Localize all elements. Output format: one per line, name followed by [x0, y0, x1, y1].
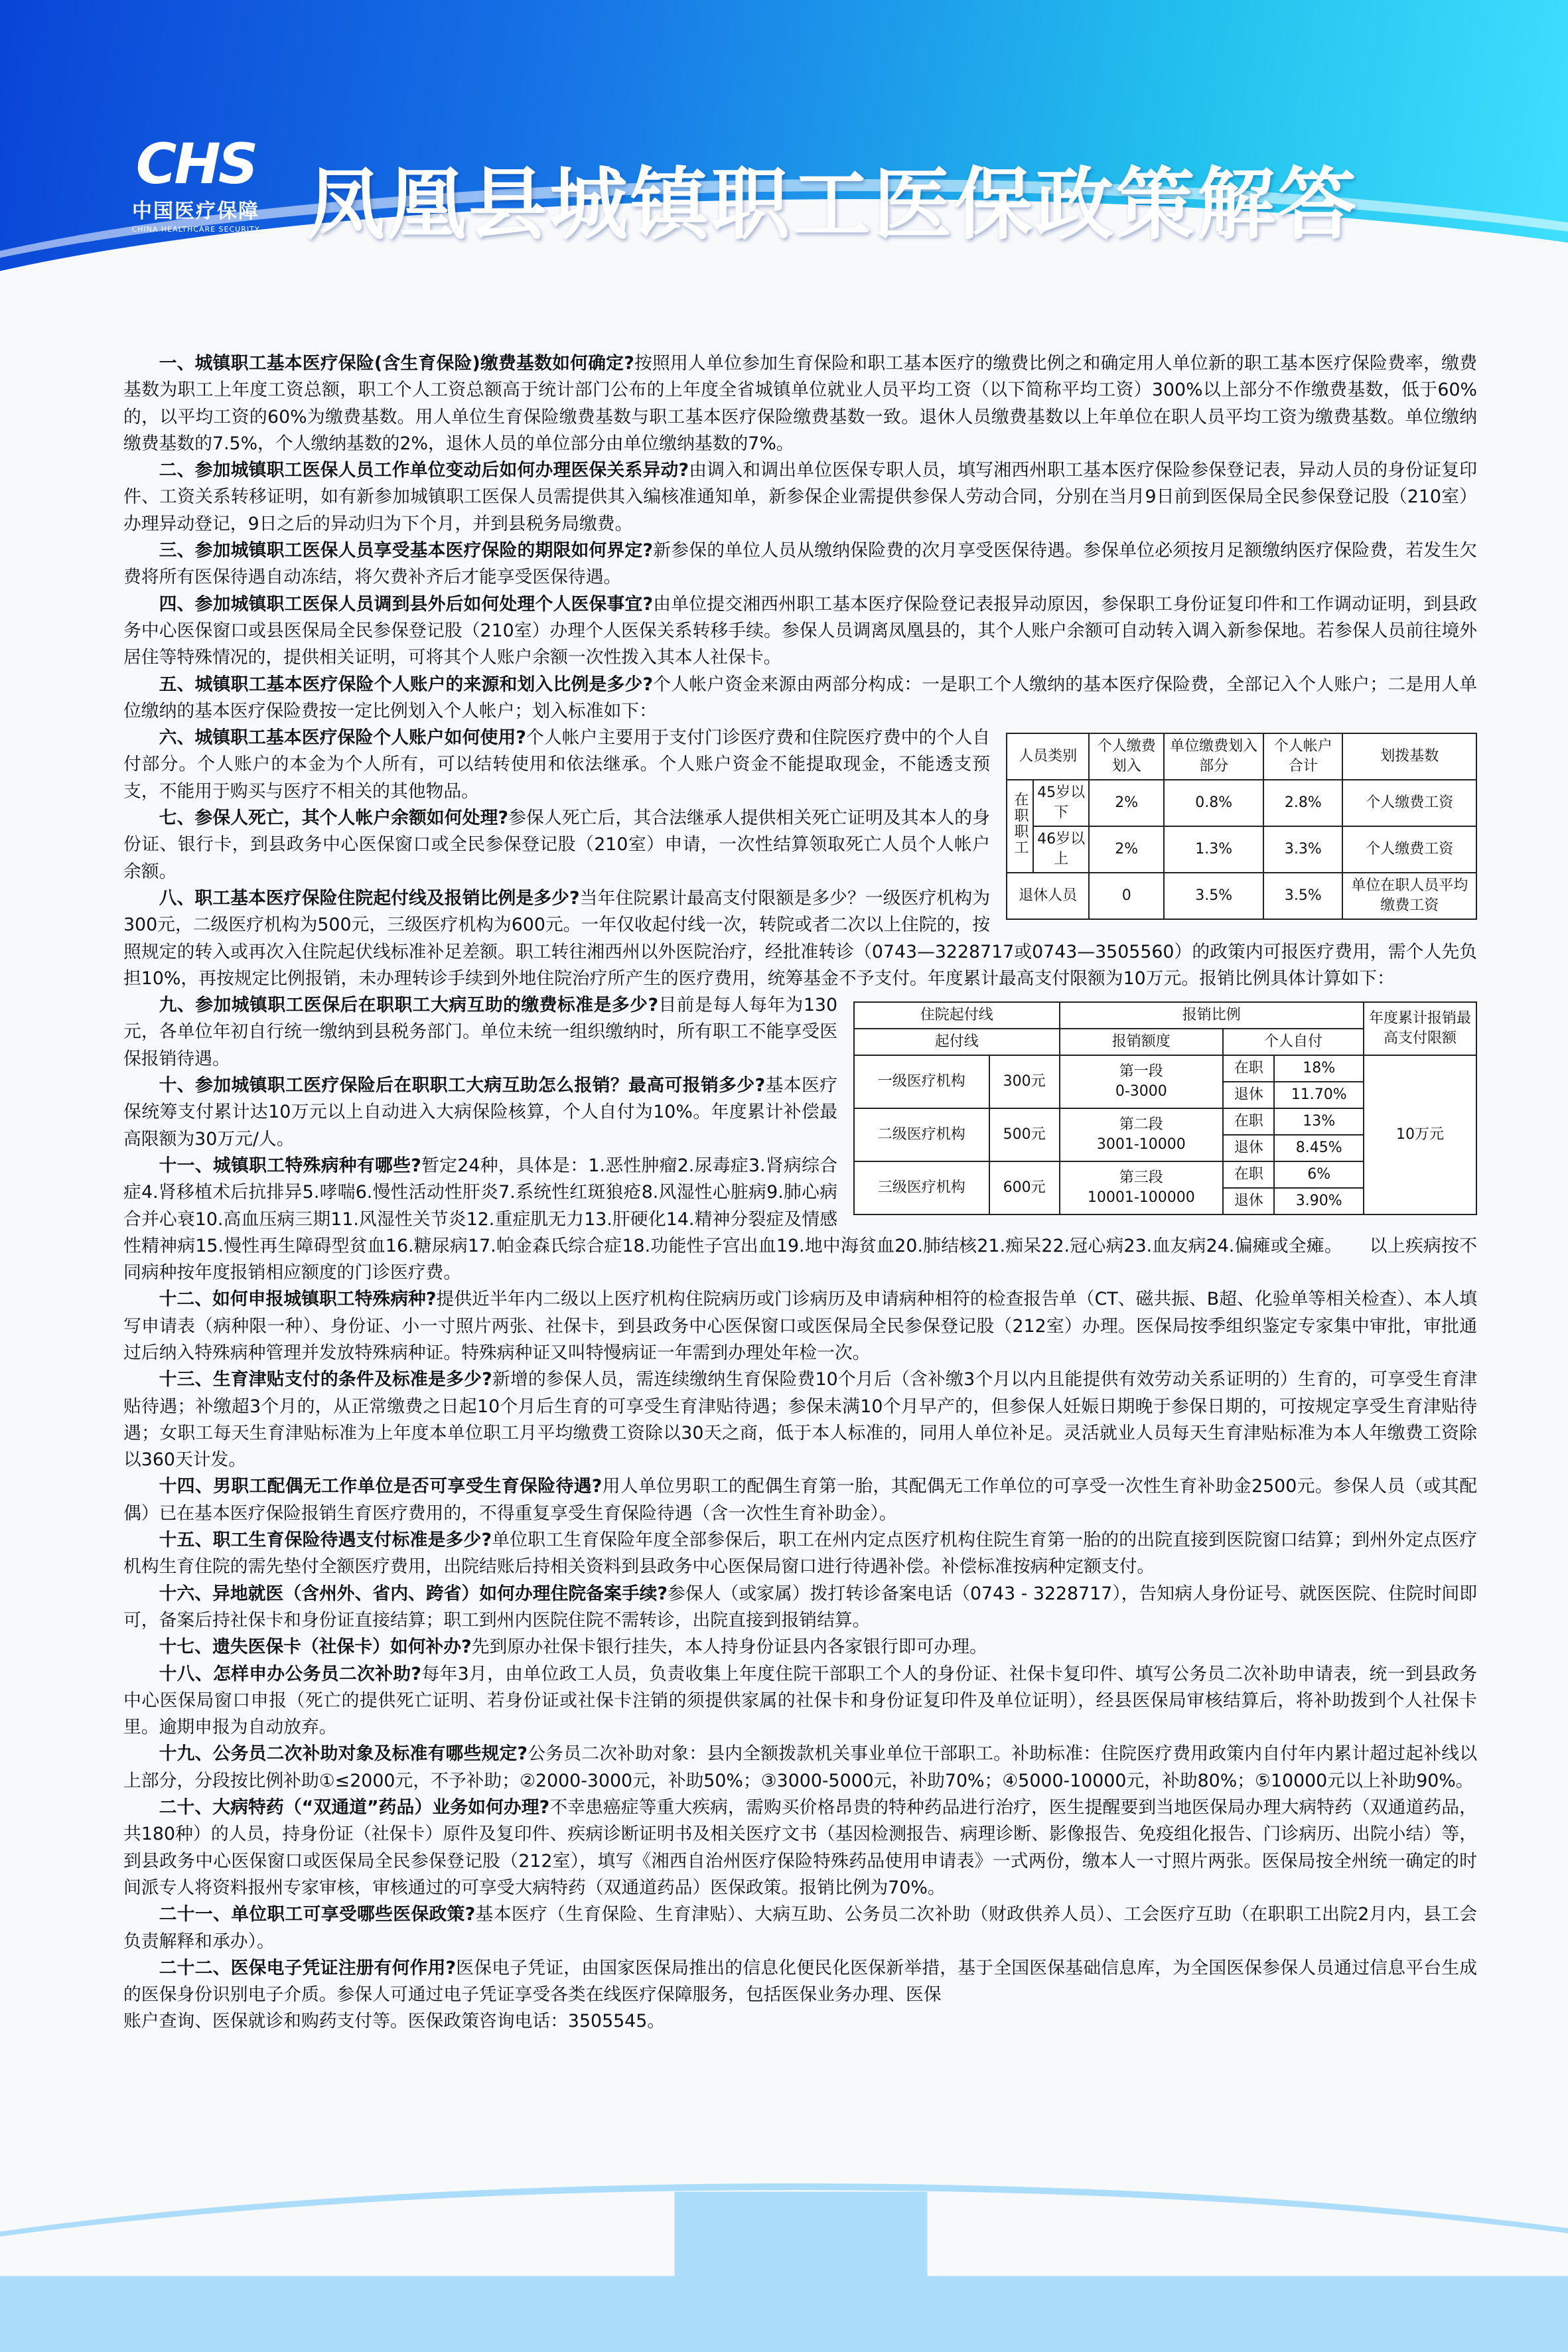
cell: 1.3%	[1164, 826, 1263, 873]
th-self: 个人自付	[1223, 1029, 1364, 1055]
cell: 2%	[1089, 780, 1164, 826]
answer-8: 当年住院累计最高支付限额是多少？一级医疗机构为300元，二级医疗机构为500元，三级医疗机构为600元。一年仅收起付线一次，转院或者二次以上住院的，按照规定的转入或再次入住院起伏线标准补足差额。职工转往湘西州以外医院治疗，经批准转诊（0743—3228717或0743—3505560）的政策内可报医疗费用，需个人先负担10%，再按规定比例报销，未办理转诊手续到外地住院治疗所产生的医疗费用，统筹基金不予支付。年度累计最高支付限额为10万元。报销比例具体计算如下：	[123, 887, 1477, 989]
cell: 2%	[1089, 826, 1164, 873]
section-1	[123, 350, 1477, 457]
cell: 2.8%	[1263, 780, 1342, 826]
question-3: 三、参加城镇职工医保人员享受基本医疗保险的期限如何界定?	[159, 540, 654, 561]
cell: 第三段 10001-100000	[1060, 1161, 1223, 1214]
question-16: 十六、异地就医（含州外、省内、跨省）如何办理住院备案手续?	[159, 1583, 668, 1604]
question-19: 十九、公务员二次补助对象及标准有哪些规定?	[159, 1743, 528, 1765]
answer-5: 个人帐户资金来源由两部分构成：一是职工个人缴纳的基本医疗保险费，全部记入个人账户；二是用人单位缴纳的基本医疗保险费按一定比例划入个人帐户；划入标准如下：	[123, 674, 1478, 721]
th-total: 个人帐户合计	[1263, 733, 1342, 780]
cell: 3.5%	[1263, 873, 1342, 919]
cell: 退休	[1223, 1135, 1274, 1161]
cell: 退休	[1223, 1082, 1274, 1108]
answer-15: 单位职工生育保险年度全部参保后，职工在州内定点医疗机构住院生育第一胎的的出院直接到医院窗口结算；到州外定点医疗机构生育住院的需先垫付全额医疗费用，出院结账后持相关资料到县政务中心医保局窗口进行待遇补偿。补偿标准按病种定额支付。	[123, 1530, 1478, 1578]
section-5	[123, 672, 1477, 725]
cell: 个人缴费工资	[1342, 780, 1476, 826]
question-18: 十八、怎样申办公务员二次补助?	[159, 1663, 421, 1684]
cell: 11.70%	[1274, 1082, 1364, 1108]
logo-cn-text: 中国医疗保障	[132, 200, 259, 223]
cell: 600元	[989, 1161, 1060, 1214]
question-2: 二、参加城镇职工医保人员工作单位变动后如何办理医保关系异动?	[159, 460, 689, 481]
cell: 个人缴费工资	[1342, 826, 1476, 873]
cell: 一级医疗机构	[854, 1055, 989, 1108]
th-line: 起付线	[854, 1029, 1060, 1055]
table-row	[1007, 873, 1476, 919]
group-label: 在职职工	[1012, 791, 1029, 855]
th-max: 年度累计报销最高支付限额	[1364, 1002, 1476, 1055]
page-title: 凤凰县城镇职工医保政策解答	[307, 159, 1360, 250]
section-22	[123, 1955, 1477, 2009]
answer-13: 新增的参保人员，需连续缴纳生育保险费10个月后（含补缴3个月以内且能提供有效劳动关系证明的）生育的，可享受生育津贴待遇；补缴超3个月的，从正常缴费之日起10个月后生育的可享受生育津贴待遇；参保未满10个月早产的，但参保人妊娠日期晚于参保日期的，可按规定享受生育津贴待遇；女职工每天生育津贴标准为上年度本单位职工月平均缴费工资除以30天之商，低于本人标准的，同用人单位补足。灵活就业人员每天生育津贴标准为本人年缴费工资除以360天计发。	[123, 1369, 1477, 1471]
cell: 13%	[1274, 1108, 1364, 1135]
cell: 3.3%	[1263, 826, 1342, 873]
cell: 退休	[1223, 1188, 1274, 1214]
cell: 退休人员	[1007, 873, 1089, 919]
answer-10: 基本医疗保统筹支付累计达10万元以上自动进入大病保险核算，个人自付为10%。年度累计补偿最高限额为30万元/人。	[123, 1075, 838, 1149]
question-6: 六、城镇职工基本医疗保险个人账户如何使用?	[159, 727, 526, 749]
table-row	[854, 1055, 1476, 1082]
section-2	[123, 457, 1477, 538]
answer-9: 目前是每人每年为130元，各单位年初自行统一缴纳到县税务部门。单位未统一组织缴纳时，所有职工不能享受医保报销待遇。	[123, 995, 837, 1069]
question-13: 十三、生育津贴支付的条件及标准是多少?	[159, 1369, 492, 1390]
cell: 单位在职人员平均缴费工资	[1342, 873, 1476, 919]
answer-11: 暂定24种，具体是：1.恶性肿瘤2.尿毒症3.肾病综合症4.肾移植术后抗排异5.哮喘6.慢性活动性肝炎7.系统性红斑狼疮8.风湿性心脏病9.肺心病合并心衰10.高血压病三期11.风湿性关节炎12.重症肌无力13.肝硬化14.精神分裂症及情感性精神病15.慢性再生障碍型贫血16.糖尿病17.帕金森氏综合症18.功能性子宫出血19.地中海贫血20.肺结核21.痴呆22.冠心病23.血友病24.偏瘫或全瘫。 以上疾病按不同病种按年度报销相应额度的门诊医疗费。	[123, 1155, 1477, 1284]
question-7: 七、参保人死亡，其个人帐户余额如何处理?	[159, 808, 509, 829]
section-4	[123, 591, 1477, 672]
question-17: 十七、遗失医保卡（社保卡）如何补办?	[159, 1637, 472, 1658]
answer-17: 先到原办社保卡银行挂失，本人持身份证县内各家银行即可办理。	[471, 1637, 987, 1658]
question-1: 一、城镇职工基本医疗保险(含生育保险)缴费基数如何确定?	[159, 353, 634, 374]
logo-en-text: CHINA HEALTHCARE SECURITY	[131, 225, 260, 234]
cell: 第二段 3001-10000	[1060, 1108, 1223, 1161]
th-base: 划拨基数	[1342, 733, 1476, 780]
table-row	[1007, 780, 1476, 826]
question-11: 十一、城镇职工特殊病种有哪些?	[159, 1155, 421, 1176]
account-ratio-table	[1006, 733, 1477, 920]
answer-2: 由调入和调出单位医保专职人员，填写湘西州职工基本医疗保险参保登记表，异动人员的身份证复印件、工资关系转移证明，如有新参加城镇职工医保人员需提供其入编核准通知单，新参保企业需提供参保人劳动合同，分别在当月9日前到医保局全民参保登记股（210室）办理异动登记，9日之后的异动归为下个月，并到县税务局缴费。	[123, 460, 1478, 534]
cell: 3.90%	[1274, 1188, 1364, 1214]
answer-22: 医保电子凭证，由国家医保局推出的信息化便民化医保新举措，基于全国医保基础信息库，为全国医保参保人员通过信息平台生成的医保身份识别电子介质。参保人可通过电子凭证享受各类在线医疗保障服务，包括医保业务办理、医保	[123, 1957, 1477, 2006]
reimbursement-table	[853, 1001, 1477, 1215]
answer-3: 新参保的单位人员从缴纳保险费的次月享受医保待遇。参保单位必须按月足额缴纳医疗保险费，若发生欠费将所有医保待遇自动冻结，将欠费补齐后才能享受医保待遇。	[123, 540, 1478, 588]
cell: 二级医疗机构	[854, 1108, 989, 1161]
th-amount: 报销额度	[1060, 1029, 1223, 1055]
section-15	[123, 1527, 1477, 1581]
question-14: 十四、男职工配偶无工作单位是否可享受生育保险待遇?	[159, 1476, 603, 1497]
chs-logo	[119, 131, 272, 236]
answer-6: 个人帐户主要用于支付门诊医疗费和住院医疗费中的个人自付部分。个人账户的本金为个人所有，可以结转使用和依法继承。个人账户资金不能提取现金，不能透支预支，不能用于购买与医疗不相关的其他物品。	[123, 727, 990, 802]
cell: 在职	[1223, 1055, 1274, 1082]
cell: 500元	[989, 1108, 1060, 1161]
question-5: 五、城镇职工基本医疗保险个人账户的来源和划入比例是多少?	[159, 674, 654, 695]
answer-16: 参保人（或家属）拨打转诊备案电话（0743 - 3228717），告知病人身份证号、就医医院、住院时间即可，备案后持社保卡和身份证直接结算；职工到州内医院住院不需转诊，出院直接到报销结算。	[123, 1583, 1477, 1631]
question-8: 八、职工基本医疗保险住院起付线及报销比例是多少?	[159, 887, 580, 909]
question-4: 四、参加城镇职工医保人员调到县外后如何处理个人医保事宜?	[159, 593, 654, 615]
cell: 在职	[1223, 1161, 1274, 1188]
table-header-row	[854, 1002, 1476, 1029]
table-header-row	[1007, 733, 1476, 780]
answer-7: 参保人死亡后，其合法继承人提供相关死亡证明及其本人的身份证、银行卡，到县政务中心医保窗口或全民参保登记股（210室）申请，一次性结算领取死亡人员个人帐户余额。	[123, 808, 990, 882]
answer-14: 用人单位男职工的配偶生育第一胎，其配偶无工作单位的可享受一次性生育补助金2500元。参保人员（或其配偶）已在基本医疗保险报销生育医疗费用的，不得重复享受生育保险待遇（含一次性生育补助金）。	[123, 1476, 1477, 1524]
cell: 0.8%	[1164, 780, 1263, 826]
answer-20: 不幸患癌症等重大疾病，需购买价格昂贵的特种药品进行治疗，医生提醒要到当地医保局办理大病特药（双通道药品，共180种）的人员，持身份证（社保卡）原件及复印件、疾病诊断证明书及相关医疗文书（基因检测报告、病理诊断、影像报告、免疫组化报告、门诊病历、出院小结）等，到县政务中心医保窗口或医保局全民参保登记股（212室），填写《湘西自治州医疗保险特殊药品使用申请表》一式两份，缴本人一寸照片两张。医保局按全州统一确定的时间派专人将资料报州专家审核，审核通过的可享受大病特药（双通道药品）医保政策。报销比例为70%。	[123, 1797, 1477, 1898]
section-12	[123, 1286, 1477, 1366]
cell: 8.45%	[1274, 1135, 1364, 1161]
section-3	[123, 538, 1477, 591]
cell: 45岁以下	[1033, 780, 1089, 826]
question-20: 二十、大病特药（“双通道”药品）业务如何办理?	[159, 1797, 550, 1818]
cell: 在职	[1223, 1108, 1274, 1135]
answer-12: 提供近半年内二级以上医疗机构住院病历或门诊病历及申请病种相符的检查报告单（CT、磁共振、B超、化验单等相关检查）、本人填写申请表（病种限一种）、身份证、小一寸照片两张、社保卡，到县政务中心医保窗口或医保局全民参保登记股（212室）办理。医保局按季组织鉴定专家集中审批，审批通过后纳入特殊病种管理并发放特殊病种证。特殊病种证又叫特慢病证一年需到办理处年检一次。	[123, 1289, 1478, 1363]
section-17	[123, 1634, 1477, 1660]
cell: 3.5%	[1164, 873, 1263, 919]
question-12: 十二、如何申报城镇职工特殊病种?	[159, 1289, 437, 1310]
th-unit: 单位缴费划入部分	[1164, 733, 1263, 780]
cell: 6%	[1274, 1161, 1364, 1188]
policy-content	[123, 350, 1477, 2035]
cell: 0	[1089, 873, 1164, 919]
section-20	[123, 1795, 1477, 1901]
footer-wave	[0, 2164, 1568, 2352]
question-21: 二十一、单位职工可享受哪些医保政策?	[159, 1904, 476, 1925]
header-banner	[0, 0, 1568, 300]
section-22-continued: 账户查询、医保就诊和购药支付等。医保政策咨询电话：3505545。	[123, 2011, 666, 2032]
section-13	[123, 1366, 1477, 1473]
cell: 300元	[989, 1055, 1060, 1108]
cell: 18%	[1274, 1055, 1364, 1082]
th-category: 人员类别	[1007, 733, 1089, 780]
answer-19: 公务员二次补助对象：县内全额拨款机关事业单位干部职工。补助标准：住院医疗费用政策内自付年内累计超过起补线以上部分，分段按比例补助①≤2000元，不予补助；②2000-3000元，补助50%；③3000-5000元，补助70%；④5000-10000元，补助80%；⑤10000元以上补助90%。	[123, 1743, 1478, 1791]
answer-4: 由单位提交湘西州职工基本医疗保险登记表报异动原因，参保职工身份证复印件和工作调动证明，到县政务中心医保窗口或县医保局全民参保登记股（210室）办理个人医保关系转移手续。参保人员调离凤凰县的，其个人账户余额可自动转入调入新参保地。若参保人员前往境外居住等特殊情况的，提供相关证明，可将其个人账户余额一次性拨入其本人社保卡。	[123, 593, 1478, 668]
question-10: 十、参加城镇职工医疗保险后在职职工大病互助怎么报销？最高可报销多少?	[159, 1075, 766, 1096]
logo-mark: CHS	[135, 131, 256, 196]
cell-max: 10万元	[1364, 1055, 1476, 1214]
cell: 第一段 0-3000	[1060, 1055, 1223, 1108]
section-16	[123, 1581, 1477, 1635]
section-18	[123, 1661, 1477, 1741]
th-threshold: 住院起付线	[854, 1002, 1060, 1029]
question-22: 二十二、医保电子凭证注册有何作用?	[159, 1957, 457, 1978]
section-19	[123, 1741, 1477, 1795]
answer-1: 按照用人单位参加生育保险和职工基本医疗的缴费比例之和确定用人单位新的职工基本医疗保险费率，缴费基数为职工上年度工资总额，职工个人工资总额高于统计部门公布的上年度全省城镇单位就业人员平均工资（以下简称平均工资）300%以上部分不作缴费基数，低于60%的，以平均工资的60%为缴费基数。用人单位生育保险缴费基数与职工基本医疗保险缴费基数一致。退休人员缴费基数以上年单位在职人员平均工资为缴费基数。单位缴纳缴费基数的7.5%，个人缴纳基数的2%，退休人员的单位部分由单位缴纳基数的7%。	[123, 353, 1477, 454]
answer-21: 基本医疗（生育保险、生育津贴）、大病互助、公务员二次补助（财政供养人员）、工会医疗互助（在职职工出院2月内，县工会负责解释和承办）。	[123, 1904, 1478, 1952]
section-21	[123, 1901, 1477, 1955]
question-15: 十五、职工生育保险待遇支付标准是多少?	[159, 1530, 492, 1551]
cell: 46岁以上	[1033, 826, 1089, 873]
th-ratio: 报销比例	[1060, 1002, 1364, 1029]
section-14	[123, 1473, 1477, 1527]
table-row	[1007, 826, 1476, 873]
cell: 三级医疗机构	[854, 1161, 989, 1214]
th-personal: 个人缴费划入	[1089, 733, 1164, 780]
footer-wave-line	[0, 2183, 1568, 2352]
answer-18: 每年3月，由单位政工人员，负责收集上年度住院干部职工个人的身份证、社保卡复印件、填写公务员二次补助申请表，统一到县政务中心医保局窗口申报（死亡的提供死亡证明、若身份证或社保卡注销的须提供家属的社保卡和身份证复印件及单位证明），经县医保局审核结算后，将补助拨到个人社保卡里。逾期申报为自动放弃。	[123, 1663, 1477, 1738]
question-9: 九、参加城镇职工医保后在职职工大病互助的缴费标准是多少?	[159, 995, 659, 1016]
